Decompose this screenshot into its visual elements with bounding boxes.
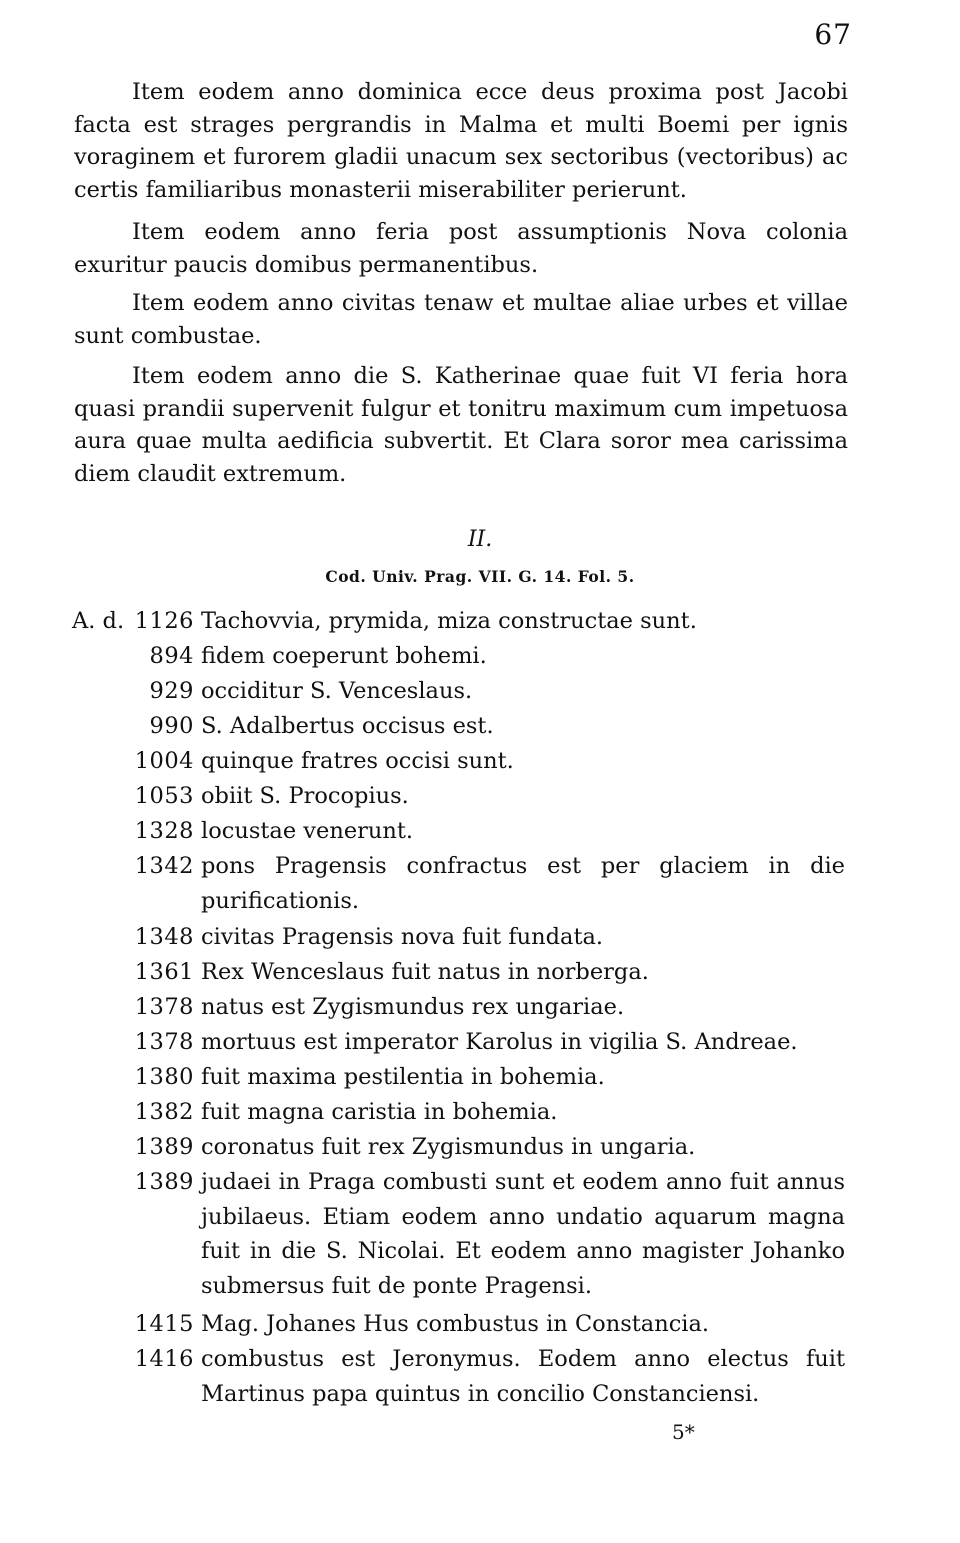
entry-text: obiit S. Procopius. bbox=[201, 783, 409, 809]
era-label: A. d. bbox=[72, 608, 125, 634]
entry-text: pons Pragensis confractus est per glaciem in die purificationis. bbox=[201, 853, 845, 914]
entry-text: locustae venerunt. bbox=[201, 818, 414, 844]
entry-year: 894 bbox=[149, 643, 194, 669]
entry-text: quinque fratres occisi sunt. bbox=[201, 748, 514, 774]
entry-text: fuit maxima pestilentia in bohemia. bbox=[201, 1064, 605, 1090]
entry-year: 1361 bbox=[134, 959, 194, 985]
entry-year: 1342 bbox=[134, 853, 194, 879]
entry-year: 1126 bbox=[134, 608, 194, 634]
entry-text: natus est Zygismundus rex ungariae. bbox=[201, 994, 625, 1020]
paragraph: Item eodem anno die S. Katherinae quae fuit VI feria hora quasi prandii supervenit fulgur et tonitru maximum cum impetuosa aura quae multa aedificia subvertit. Et Clara soror mea carissima diem claudit extremum. bbox=[74, 363, 848, 487]
entry-year: 1378 bbox=[134, 994, 194, 1020]
entry-text: S. Adalbertus occisus est. bbox=[201, 713, 494, 739]
entry-text: Tachovvia, prymida, miza constructae sunt. bbox=[201, 608, 697, 634]
paragraph: Item eodem anno dominica ecce deus proxima post Jacobi facta est strages pergrandis in Malma et multi Boemi per ignis voraginem et furorem gladii unacum sex sectoribus (vectoribus) ac certis familiaribus monasterii miserabiliter perierunt. bbox=[74, 79, 848, 203]
entry-text: combustus est Jeronymus. Eodem anno electus fuit Martinus papa quintus in concilio Constanciensi. bbox=[201, 1346, 845, 1407]
entry-year: 1389 bbox=[134, 1169, 194, 1195]
entry-text: Mag. Johanes Hus combustus in Constancia. bbox=[201, 1311, 710, 1337]
entry-text: mortuus est imperator Karolus in vigilia S. Andreae. bbox=[201, 1029, 798, 1055]
page-number: 67 bbox=[814, 18, 852, 51]
entry-year: 1415 bbox=[134, 1311, 194, 1337]
entry-text: civitas Pragensis nova fuit fundata. bbox=[201, 924, 604, 950]
entry-text: occiditur S. Venceslaus. bbox=[201, 678, 473, 704]
signature-mark: 5* bbox=[672, 1420, 695, 1444]
entry-year: 1053 bbox=[134, 783, 194, 809]
entry-year: 1389 bbox=[134, 1134, 194, 1160]
entry-year: 929 bbox=[149, 678, 194, 704]
entry-year: 1416 bbox=[134, 1346, 194, 1372]
entry-year: 1378 bbox=[134, 1029, 194, 1055]
entry-year: 990 bbox=[149, 713, 194, 739]
entry-text: fidem coeperunt bohemi. bbox=[201, 643, 487, 669]
paragraph: Item eodem anno civitas tenaw et multae aliae urbes et villae sunt combustae. bbox=[74, 290, 848, 349]
entry-text: judaei in Praga combusti sunt et eodem anno fuit annus jubilaeus. Etiam eodem anno undatio aquarum magna fuit in die S. Nicolai. Et eodem anno magister Johanko submersus fuit de ponte Pragensi. bbox=[201, 1169, 845, 1299]
entry-year: 1328 bbox=[134, 818, 194, 844]
entry-year: 1004 bbox=[134, 748, 194, 774]
entry-year: 1348 bbox=[134, 924, 194, 950]
entry-year: 1380 bbox=[134, 1064, 194, 1090]
entry-text: fuit magna caristia in bohemia. bbox=[201, 1099, 558, 1125]
entry-year: 1382 bbox=[134, 1099, 194, 1125]
paragraph: Item eodem anno feria post assumptionis Nova colonia exuritur paucis domibus permanentibus. bbox=[74, 219, 848, 278]
source-reference: Cod. Univ. Prag. VII. G. 14. Fol. 5. bbox=[325, 567, 635, 586]
entry-text: coronatus fuit rex Zygismundus in ungaria. bbox=[201, 1134, 696, 1160]
entry-text: Rex Wenceslaus fuit natus in norberga. bbox=[201, 959, 649, 985]
section-heading: II. bbox=[467, 527, 493, 552]
